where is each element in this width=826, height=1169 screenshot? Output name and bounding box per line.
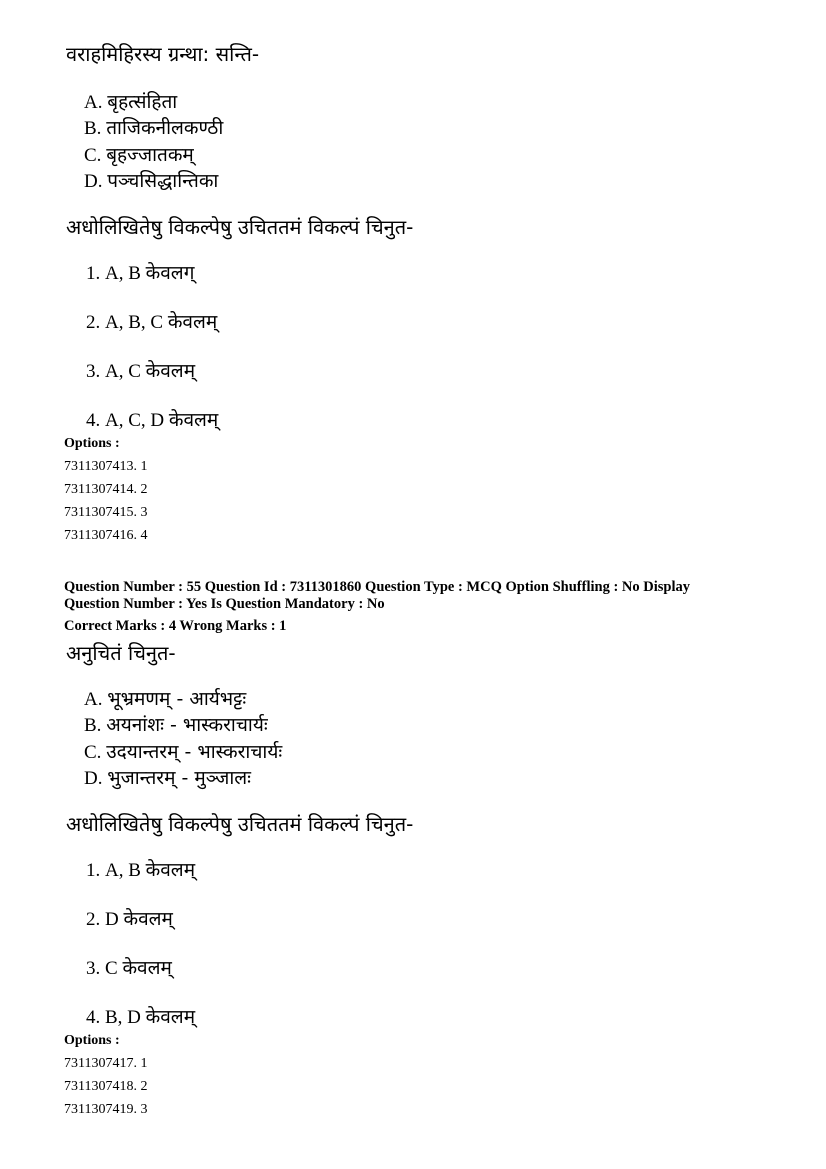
choice-2[interactable] (86, 308, 217, 334)
statement-text: भुजान्तरम् - मुञ्जालः (107, 767, 251, 789)
statement-b (84, 114, 223, 140)
question-text: अनुचितं चिनुत- (66, 641, 176, 665)
choice-word: केवलग् (145, 262, 195, 284)
option-line: 7311307418. 2 (64, 1079, 148, 1094)
marks-line: Correct Marks : 4 Wrong Marks : 1 (64, 618, 287, 634)
choice-letters: A, C (105, 361, 141, 382)
statement-text: बृहत्संहिता (107, 91, 178, 113)
statement-text: उदयान्तरम् - भास्कराचार्यः (106, 741, 283, 763)
statement-letter: A. (84, 689, 103, 710)
statement-text: अयनांशः - भास्कराचार्यः (106, 714, 268, 736)
choice-word: केवलम् (145, 360, 196, 382)
choice-number: 3. (86, 361, 101, 382)
statement-text: बृहज्जातकम् (106, 144, 194, 166)
statement-d (84, 764, 251, 790)
choice-number: 3. (86, 958, 101, 979)
statement-c (84, 141, 194, 167)
choice-1[interactable] (86, 259, 194, 285)
choice-letters: C (105, 958, 118, 979)
choice-number: 1. (86, 860, 101, 881)
choice-4[interactable] (86, 406, 218, 432)
question-meta-line-2: Question Number : Yes Is Question Mandatory : No (64, 596, 385, 612)
choice-3[interactable] (86, 357, 195, 383)
choice-number: 1. (86, 263, 101, 284)
statement-c (84, 738, 282, 764)
question-meta-line-1: Question Number : 55 Question Id : 7311301860 Question Type : MCQ Option Shuffling : No Display (64, 579, 690, 595)
choice-word: केवलम् (145, 859, 196, 881)
option-line: 7311307417. 1 (64, 1056, 148, 1071)
choice-4[interactable] (86, 1003, 195, 1029)
statement-a (84, 88, 177, 114)
statement-text: भूभ्रमणम् - आर्यभट्टः (107, 688, 247, 710)
statement-letter: B. (84, 715, 102, 736)
choice-word: केवलम् (122, 957, 172, 979)
option-line: 7311307413. 1 (64, 459, 148, 474)
option-line: 7311307419. 3 (64, 1102, 148, 1117)
choice-letters: A, B (105, 860, 141, 881)
instruction-text: अधोलिखितेषु विकल्पेषु उचिततमं विकल्पं चिनुत- (66, 215, 414, 239)
statement-b (84, 711, 268, 737)
choice-word: केवलम् (168, 409, 219, 431)
choice-letters: D (105, 909, 119, 930)
statement-d (84, 167, 218, 193)
choice-letters: A, C, D (105, 410, 165, 431)
choice-number: 2. (86, 312, 101, 333)
statement-a (84, 685, 246, 711)
option-line: 7311307414. 2 (64, 482, 148, 497)
choice-3[interactable] (86, 954, 172, 980)
options-label: Options : (64, 436, 120, 451)
statement-letter: A. (84, 92, 103, 113)
option-line: 7311307415. 3 (64, 505, 148, 520)
choice-letters: B, D (105, 1007, 141, 1028)
choice-letters: A, B (105, 263, 141, 284)
statement-letter: D. (84, 171, 103, 192)
instruction-text: अधोलिखितेषु विकल्पेषु उचिततमं विकल्पं चिनुत- (66, 812, 414, 836)
choice-word: केवलम् (123, 908, 173, 930)
statement-text: ताजिकनीलकण्ठी (106, 117, 224, 139)
option-line: 7311307416. 4 (64, 528, 148, 543)
choice-word: केवलम् (167, 311, 218, 333)
choice-1[interactable] (86, 856, 195, 882)
choice-number: 4. (86, 410, 101, 431)
statement-letter: C. (84, 742, 102, 763)
choice-number: 4. (86, 1007, 101, 1028)
statement-letter: C. (84, 145, 102, 166)
choice-word: केवलम् (145, 1006, 196, 1028)
statement-letter: D. (84, 768, 103, 789)
question-text: वराहमिहिरस्य ग्रन्था: सन्ति- (66, 42, 260, 66)
choice-2[interactable] (86, 905, 173, 931)
statement-text: पञ्चसिद्धान्तिका (107, 170, 219, 192)
options-label: Options : (64, 1033, 120, 1048)
statement-letter: B. (84, 118, 102, 139)
choice-number: 2. (86, 909, 101, 930)
choice-letters: A, B, C (105, 312, 164, 333)
